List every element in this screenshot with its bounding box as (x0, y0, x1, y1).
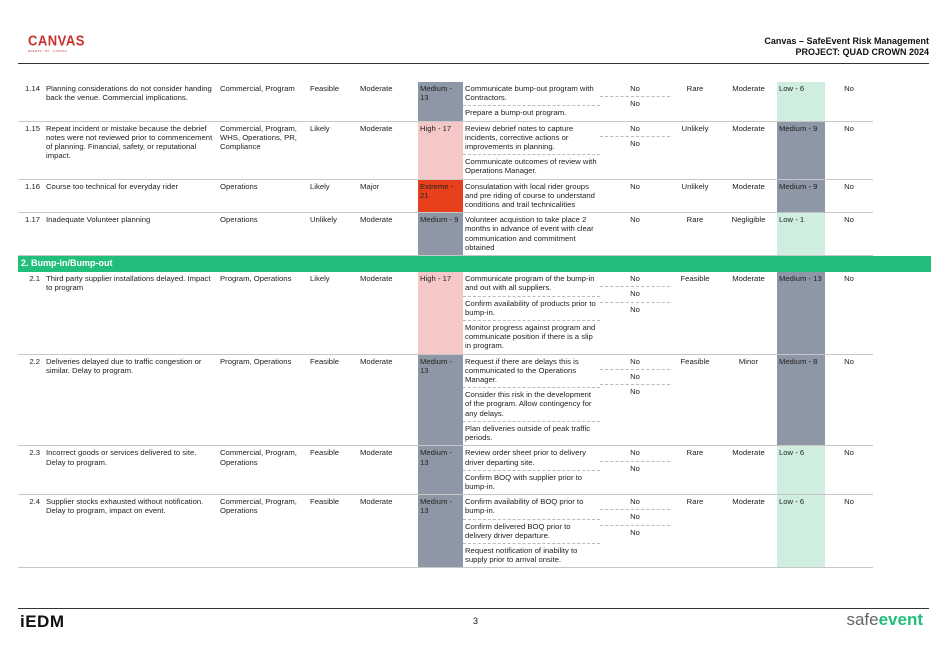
risk-row (18, 179, 931, 213)
treatment-implemented: No (600, 122, 670, 137)
treatment-item: Plan deliveries outside of peak traffic periods. (465, 423, 591, 443)
residual-rating: Medium - 9 (777, 179, 825, 213)
consequence: Moderate (358, 495, 418, 568)
consequence: Moderate (358, 354, 418, 446)
treatment-list (463, 179, 600, 213)
risk-accepted: No (825, 495, 873, 568)
treatment-implemented: No (630, 181, 640, 191)
risk-number: 2.1 (18, 272, 44, 354)
footer-divider (18, 608, 929, 609)
risk-rating: Medium - 13 (418, 446, 463, 495)
risk-description: Incorrect goods or services delivered to site. Delay to program. (44, 446, 218, 495)
risk-rating: High - 17 (418, 121, 463, 179)
safeevent-logo-part-safe: safe (846, 610, 879, 629)
treatment-implemented: No (630, 527, 640, 537)
residual-consequence: Negligible (720, 213, 777, 256)
residual-consequence: Moderate (720, 121, 777, 179)
consequence: Moderate (358, 82, 418, 121)
risk-number: 1.17 (18, 213, 44, 256)
treatment-list (463, 82, 600, 121)
treatment-implemented: No (600, 370, 670, 385)
risk-accepted: No (825, 272, 873, 354)
treatment-implemented: No (630, 215, 640, 225)
risk-accepted: No (825, 354, 873, 446)
likelihood: Feasible (308, 495, 358, 568)
treatment-item: Consider this risk in the development of the program. Allow contingency for any delays. (463, 388, 600, 422)
treatment-list (463, 354, 600, 446)
implemented-list (600, 179, 670, 213)
treatment-list (463, 495, 600, 568)
treatment-item: Confirm delivered BOQ prior to delivery driver departure. (463, 520, 600, 544)
consequence: Major (358, 179, 418, 213)
project-name: PROJECT: QUAD CROWN 2024 (795, 47, 929, 57)
risk-category: Commercial, Program, Operations (218, 495, 308, 568)
risk-category: Commercial, Program, Operations (218, 446, 308, 495)
residual-likelihood: Rare (670, 495, 720, 568)
risk-rating: Extreme - 21 (418, 179, 463, 213)
residual-rating: Low - 1 (777, 213, 825, 256)
risk-number: 2.4 (18, 495, 44, 568)
risk-accepted: No (825, 213, 873, 256)
residual-rating: Medium - 9 (777, 121, 825, 179)
treatment-list (463, 272, 600, 354)
treatment-item: Communicate bump-out program with Contractors. (463, 82, 600, 106)
risk-description: Repeat incident or mistake because the debrief notes were not reviewed prior to commencement of planning. Financial, safety, or reputational impact. (44, 121, 218, 179)
treatment-implemented: No (600, 510, 670, 525)
residual-consequence: Moderate (720, 82, 777, 121)
risk-accepted: No (825, 446, 873, 495)
risk-category: Program, Operations (218, 354, 308, 446)
risk-number: 1.15 (18, 121, 44, 179)
residual-rating: Medium - 8 (777, 354, 825, 446)
treatment-item: Communicate program of the bump-in and out with all suppliers. (463, 272, 600, 296)
risk-category: Commercial, Program, WHS, Operations, PR, Compliance (218, 121, 308, 179)
consequence: Moderate (358, 446, 418, 495)
canvas-logo (28, 31, 85, 53)
consequence: Moderate (358, 213, 418, 256)
treatment-implemented: No (600, 446, 670, 461)
canvas-logo-tagline: EVENTS . BY . CANVAS (28, 49, 68, 53)
treatment-item: Confirm BOQ with supplier prior to bump-in. (465, 472, 583, 491)
risk-description: Planning considerations do not consider handing back the venue. Commercial implications. (44, 82, 218, 121)
document-header (764, 36, 929, 58)
treatment-item: Prepare a bump-out program. (465, 108, 567, 118)
consequence: Moderate (358, 121, 418, 179)
treatment-implemented: No (630, 99, 640, 109)
treatment-implemented: No (630, 463, 640, 473)
treatment-implemented: No (600, 355, 670, 370)
risk-description: Supplier stocks exhausted without notification. Delay to program, impact on event. (44, 495, 218, 568)
treatment-implemented: No (600, 272, 670, 287)
risk-description: Third party supplier installations delayed. Impact to program (44, 272, 218, 354)
residual-consequence: Moderate (720, 495, 777, 568)
residual-consequence: Moderate (720, 446, 777, 495)
risk-row (18, 121, 931, 179)
document-title: Canvas – SafeEvent Risk Management (764, 36, 929, 46)
risk-number: 2.2 (18, 354, 44, 446)
residual-consequence: Minor (720, 354, 777, 446)
risk-category: Operations (218, 179, 308, 213)
implemented-list (600, 82, 670, 121)
section-header (18, 256, 931, 273)
risk-category: Program, Operations (218, 272, 308, 354)
risk-row (18, 213, 931, 256)
treatment-item: Confirm availability of BOQ prior to bump-in. (463, 495, 600, 519)
risk-rating: Medium - 13 (418, 495, 463, 568)
residual-likelihood: Feasible (670, 354, 720, 446)
implemented-list (600, 272, 670, 354)
treatment-implemented: No (600, 495, 670, 510)
implemented-list (600, 213, 670, 256)
treatment-implemented: No (630, 387, 640, 397)
risk-accepted: No (825, 82, 873, 121)
risk-rating: High - 17 (418, 272, 463, 354)
residual-likelihood: Unlikely (670, 121, 720, 179)
residual-rating: Low - 6 (777, 446, 825, 495)
risk-rating: Medium - 13 (418, 82, 463, 121)
risk-register-table (18, 82, 931, 568)
header-divider (18, 63, 929, 64)
residual-consequence: Moderate (720, 272, 777, 354)
risk-category: Commercial, Program (218, 82, 308, 121)
consequence: Moderate (358, 272, 418, 354)
treatment-item: Review debrief notes to capture incidents, corrective actions or improvements in planning. (463, 122, 600, 156)
iedm-logo: iEDM (20, 612, 65, 631)
residual-likelihood: Rare (670, 446, 720, 495)
implemented-list (600, 446, 670, 495)
treatment-item: Monitor progress against program and communicate position if there is a slip in program. (465, 323, 596, 351)
safeevent-logo-part-event: event (878, 610, 923, 629)
treatment-item: Request if there are delays this is communicated to the Operations Manager. (463, 355, 600, 389)
residual-rating: Medium - 13 (777, 272, 825, 354)
likelihood: Feasible (308, 354, 358, 446)
likelihood: Unlikely (308, 213, 358, 256)
residual-likelihood: Rare (670, 213, 720, 256)
risk-description: Inadequate Volunteer planning (44, 213, 218, 256)
risk-number: 1.14 (18, 82, 44, 121)
risk-rating: Medium - 9 (418, 213, 463, 256)
implemented-list (600, 121, 670, 179)
likelihood: Feasible (308, 446, 358, 495)
canvas-logo-word: CANVAS (28, 31, 85, 50)
likelihood: Likely (308, 121, 358, 179)
risk-accepted: No (825, 179, 873, 213)
risk-row (18, 446, 931, 495)
risk-rating: Medium - 13 (418, 354, 463, 446)
residual-likelihood: Unlikely (670, 179, 720, 213)
risk-row (18, 495, 931, 568)
page-number: 3 (472, 616, 478, 626)
risk-row (18, 82, 931, 121)
treatment-implemented: No (600, 82, 670, 97)
risk-number: 1.16 (18, 179, 44, 213)
implemented-list (600, 354, 670, 446)
treatment-item: Communicate outcomes of review with Operations Manager. (465, 157, 597, 176)
treatment-item: Volunteer acquistion to take place 2 months in advance of event with clear communication and commitment obtained (465, 215, 594, 252)
likelihood: Likely (308, 272, 358, 354)
treatment-implemented: No (630, 138, 640, 148)
risk-description: Course too technical for everyday rider (44, 179, 218, 213)
risk-number: 2.3 (18, 446, 44, 495)
treatment-list (463, 213, 600, 256)
residual-consequence: Moderate (720, 179, 777, 213)
treatment-item: Review order sheet prior to delivery driver departing site. (463, 446, 600, 470)
implemented-list (600, 495, 670, 568)
section-title: 2. Bump-in/Bump-out (18, 256, 931, 273)
residual-likelihood: Rare (670, 82, 720, 121)
residual-rating: Low - 6 (777, 495, 825, 568)
risk-description: Deliveries delayed due to traffic congestion or similar. Delay to program. (44, 354, 218, 446)
safeevent-logo (846, 610, 923, 630)
risk-category: Operations (218, 213, 308, 256)
treatment-list (463, 446, 600, 495)
treatment-item: Request notification of inability to supply prior to arrival onsite. (465, 545, 578, 565)
risk-accepted: No (825, 121, 873, 179)
treatment-list (463, 121, 600, 179)
residual-rating: Low - 6 (777, 82, 825, 121)
treatment-item: Confirm availability of products prior to bump-in. (463, 297, 600, 321)
risk-row (18, 354, 931, 446)
treatment-item: Consulatation with local rider groups and pre riding of course to understand conditions and trail technicalities (465, 181, 595, 210)
risk-row (18, 272, 931, 354)
treatment-implemented: No (600, 287, 670, 302)
likelihood: Feasible (308, 82, 358, 121)
residual-likelihood: Feasible (670, 272, 720, 354)
treatment-implemented: No (630, 304, 640, 314)
likelihood: Likely (308, 179, 358, 213)
